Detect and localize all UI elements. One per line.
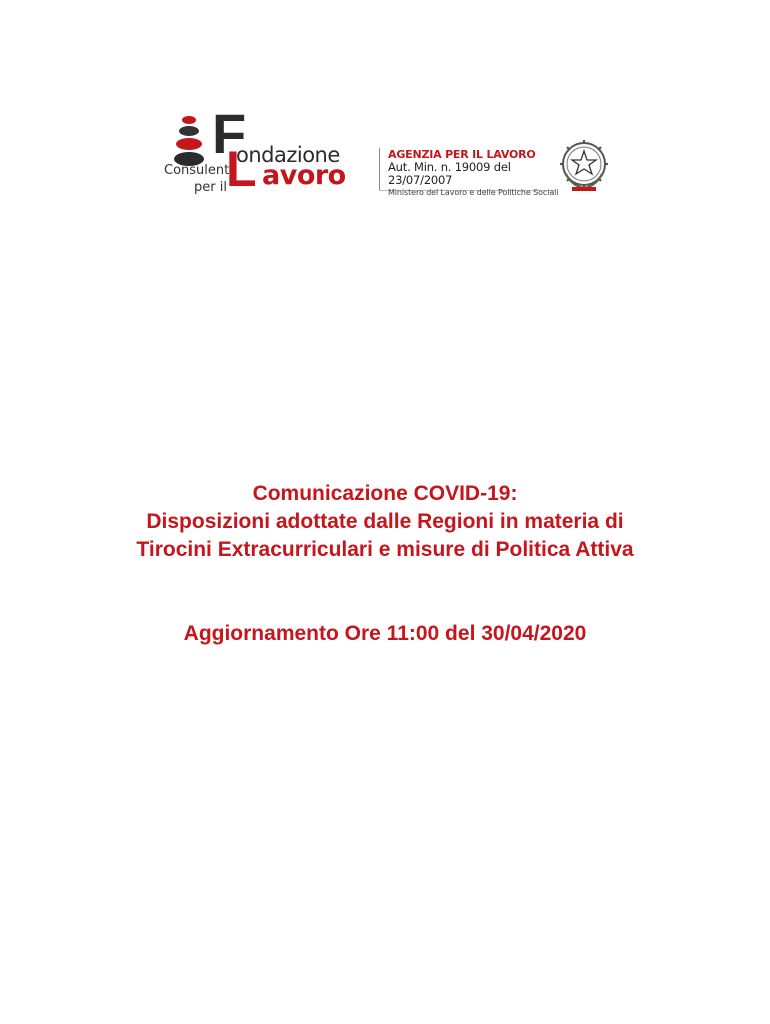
agency-info [388, 148, 568, 198]
logo-letter-l: L [226, 141, 257, 197]
italian-republic-emblem-icon [558, 138, 610, 194]
agency-authorization: Aut. Min. n. 19009 del 23/07/2007 [388, 160, 511, 187]
agency-title: AGENZIA PER IL LAVORO [388, 148, 536, 161]
title-line-2: Disposizioni adottate dalle Regioni in materia di [146, 510, 624, 533]
logo-lavoro-text: avoro [262, 160, 346, 191]
logo-per-il-text: per il [194, 180, 227, 195]
title-line-1: Comunicazione COVID-19: [252, 482, 518, 505]
title-line-3: Tirocini Extracurriculari e misure di Politica Attiva [136, 538, 634, 561]
logo-divider [379, 148, 380, 190]
logo-fondazione-text: ondazione [236, 143, 340, 167]
agency-ministry: Ministero del Lavoro e delle Politiche Sociali [388, 188, 559, 197]
logo-letter-f: F [212, 102, 247, 165]
logo-consulenti-text: Consulenti [164, 163, 233, 178]
header-logos [158, 102, 618, 200]
update-timestamp: Aggiornamento Ore 11:00 del 30/04/2020 [183, 622, 587, 645]
document-title [0, 480, 770, 564]
